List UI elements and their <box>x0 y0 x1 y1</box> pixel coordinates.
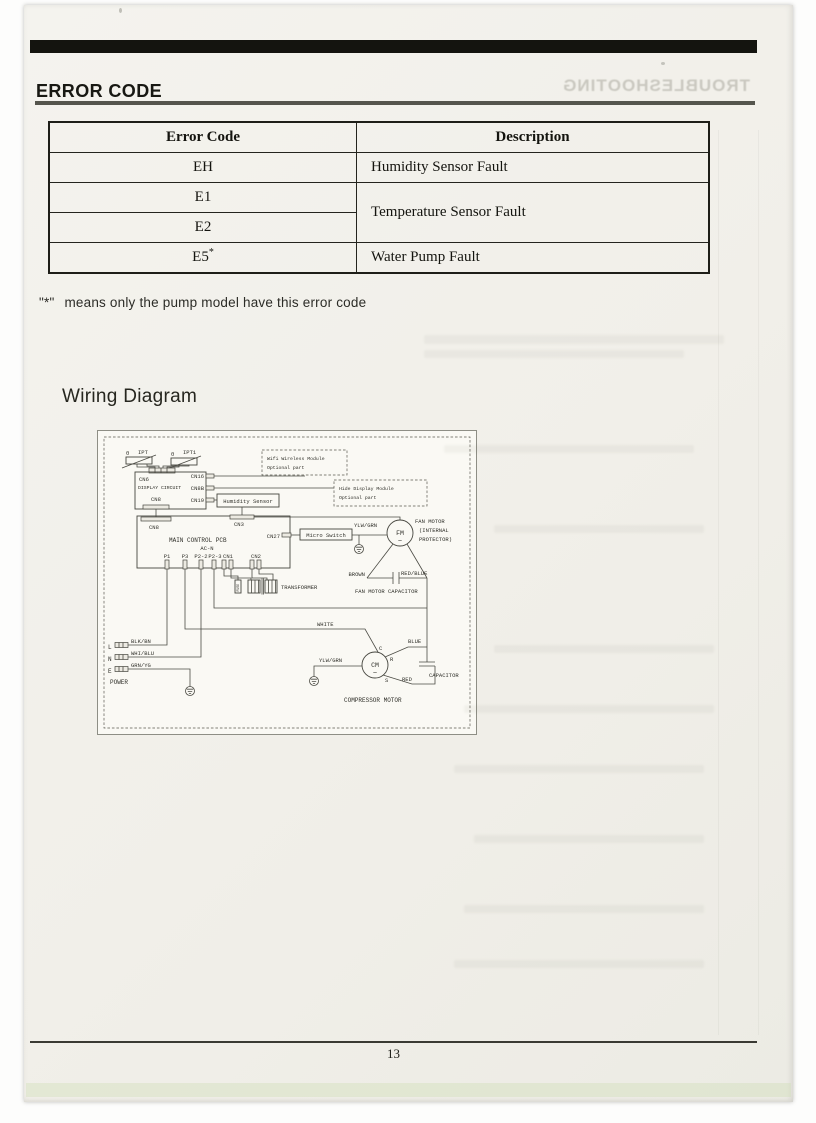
bleed-through-text <box>474 835 704 843</box>
terminal-r-label: R <box>390 656 394 663</box>
transformer-label: TRANSFORMER <box>281 584 318 591</box>
terminal-c-label: C <box>379 645 383 652</box>
p3-pin <box>183 560 187 569</box>
wifi-optional-label: Optional part <box>267 466 305 471</box>
fan-motor-label-1: FAN MOTOR <box>415 518 445 525</box>
title-underline <box>35 101 755 105</box>
hide-optional-label: Optional part <box>339 496 377 501</box>
scan-speck <box>119 8 122 13</box>
error-code-e2: E2 <box>49 213 357 243</box>
cn8-main-label: CN8 <box>149 524 159 531</box>
capacitor-label: CAPACITOR <box>429 672 459 679</box>
error-code-e5-text: E5 <box>192 249 209 265</box>
ac-n-label: AC-N <box>200 545 214 552</box>
table-row <box>49 183 709 213</box>
bleed-through-text <box>424 350 684 358</box>
bleed-through-text <box>464 705 714 713</box>
bleed-through-title: TROUBLESHOOTING <box>562 76 750 95</box>
main-pcb-label: MAIN CONTROL PCB <box>169 537 227 544</box>
error-code-e1: E1 <box>49 183 357 213</box>
cn2-pin-b <box>257 560 261 569</box>
bleed-through-text <box>494 645 714 653</box>
theta-label: θ <box>126 450 130 457</box>
power-label: POWER <box>110 679 129 686</box>
terminal-e <box>115 667 128 672</box>
cn27-plug <box>282 533 291 537</box>
cn16-plug <box>206 474 214 478</box>
p1-label: P1 <box>163 553 171 560</box>
wiring-diagram <box>97 430 477 735</box>
fan-motor-label-3: PROTECTOR) <box>419 536 453 543</box>
error-code-eh: EH <box>49 153 357 183</box>
cn3-label: CN3 <box>234 521 244 528</box>
terminal-n <box>115 655 128 660</box>
scan-speck <box>661 62 665 65</box>
ylw-grn-comp-label: YLW/GRN <box>319 657 343 664</box>
p3-label: P3 <box>181 553 189 560</box>
error-code-e5 <box>49 243 357 274</box>
footnote-symbol: "*" <box>39 295 55 310</box>
grn-yg-label: GRN/YG <box>131 662 151 669</box>
p2-2-label: P2-2 <box>194 553 208 560</box>
footnote-text: means only the pump model have this error code <box>64 295 367 310</box>
p1-pin <box>165 560 169 569</box>
bleed-through-line <box>718 130 719 1035</box>
error-desc-e1-e2: Temperature Sensor Fault <box>357 183 710 243</box>
terminal-n-label: N <box>108 656 112 663</box>
p2-3-label: P2-3 <box>208 553 222 560</box>
blue-label: BLUE <box>408 638 422 645</box>
ylw-grn-fan-label: YLW/GRN <box>354 522 378 529</box>
fuse-label: FUSE <box>236 583 240 592</box>
red-label: RED <box>402 676 412 683</box>
cn3-connector <box>230 515 254 519</box>
cn27-label: CN27 <box>266 533 280 540</box>
cn16-label: CN16 <box>190 473 204 480</box>
compressor-motor-label: COMPRESSOR MOTOR <box>344 697 402 704</box>
ipt-label: IPT <box>138 449 148 456</box>
error-desc-eh: Humidity Sensor Fault <box>357 153 710 183</box>
paper-sheet <box>24 5 793 1102</box>
page-number: 13 <box>387 1046 400 1061</box>
bleed-through-text <box>454 765 704 773</box>
p2-3-pin <box>212 560 216 569</box>
table-row <box>49 153 709 183</box>
cn1-pin-b <box>229 560 233 569</box>
cn8-display-label: CN8 <box>151 496 161 503</box>
hide-display-label: Hide Display Module <box>339 487 394 492</box>
wifi-module-label: Wifi Wireless Module <box>267 457 325 462</box>
whi-blu-label: WHI/BLU <box>131 650 155 657</box>
cn2-pin-a <box>250 560 254 569</box>
terminal-l-label: L <box>108 644 112 651</box>
fm-wave: ~ <box>397 538 403 546</box>
scan-bottom-tint <box>26 1083 791 1097</box>
red-blue-label: RED/BLUE <box>401 570 428 577</box>
bleed-through-line <box>758 130 759 1035</box>
bleed-through-text <box>444 445 694 453</box>
bleed-through-text <box>424 335 724 344</box>
cn2-label: CN2 <box>251 553 261 560</box>
bleed-through-text <box>454 960 704 968</box>
error-code-table <box>48 121 710 274</box>
cm-label: CM <box>371 662 379 669</box>
bleed-through-text <box>494 525 704 533</box>
table-header-row <box>49 122 709 153</box>
fan-motor-capacitor-label: FAN MOTOR CAPACITOR <box>355 588 418 595</box>
wiring-diagram-title: Wiring Diagram <box>62 386 198 407</box>
asterisk-superscript: * <box>208 247 214 258</box>
cn1-label: CN1 <box>223 553 233 560</box>
fm-label: FM <box>396 530 404 537</box>
cn19-plug <box>206 498 214 502</box>
cn8-main-connector <box>141 517 171 521</box>
terminal-e-label: E <box>108 668 112 675</box>
cn6-label: CN6 <box>139 476 149 483</box>
cn8b-label: CN8B <box>190 485 204 492</box>
table-row <box>49 243 709 274</box>
display-circuit-label: DISPLAY CIRCUIT <box>138 486 182 491</box>
terminal-l <box>115 643 128 648</box>
footer-rule <box>30 1041 757 1043</box>
cn8-display-connector <box>143 505 169 509</box>
cn8b-plug <box>206 486 214 490</box>
cm-wave: ~ <box>372 670 378 678</box>
page-title: ERROR CODE <box>36 81 163 101</box>
terminal-s-label: S <box>385 677 389 684</box>
micro-switch-label: Micro Switch <box>306 532 346 539</box>
col-header-description: Description <box>357 122 710 153</box>
bleed-through-text <box>464 905 704 913</box>
footnote <box>39 295 366 310</box>
humidity-sensor-label: Humidity Sensor <box>223 498 273 505</box>
white-label: WHITE <box>317 621 334 628</box>
fan-motor-label-2: (INTERNAL <box>419 527 449 534</box>
error-desc-e5: Water Pump Fault <box>357 243 710 274</box>
col-header-error-code: Error Code <box>49 122 357 153</box>
blk-bn-label: BLK/BN <box>131 638 151 645</box>
top-black-bar <box>30 40 757 53</box>
p2-2-pin <box>199 560 203 569</box>
cn1-pin-a <box>222 560 226 569</box>
ipt1-label: IPT1 <box>183 449 197 456</box>
theta-label: θ <box>171 451 175 458</box>
brown-label: BROWN <box>348 571 365 578</box>
cn19-label: CN19 <box>190 497 204 504</box>
